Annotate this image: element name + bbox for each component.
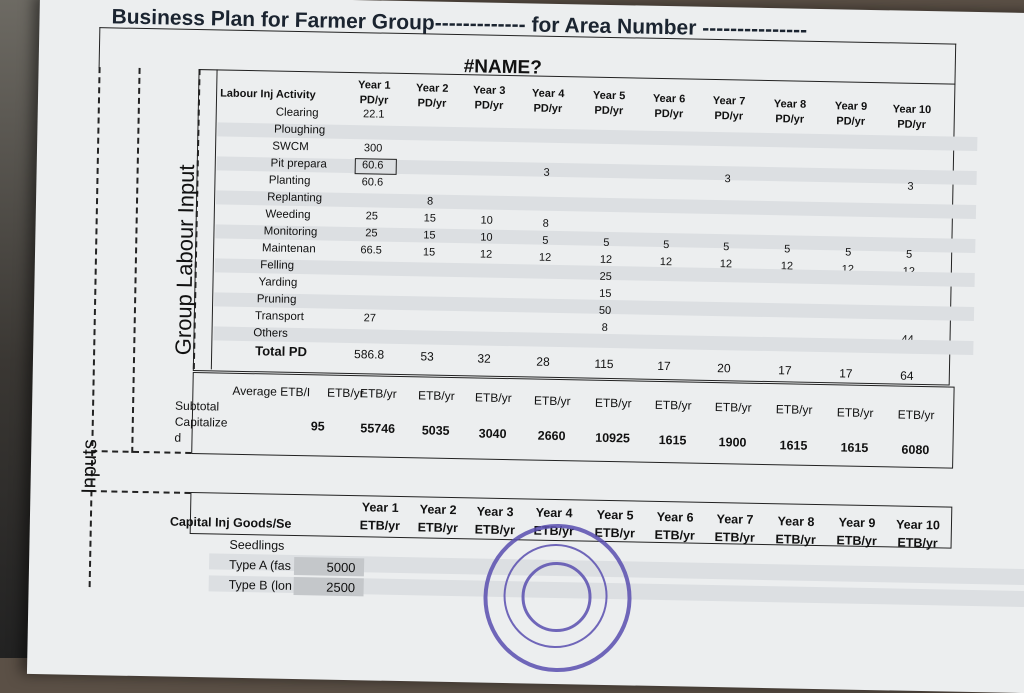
capital-top-dash: [90, 490, 190, 494]
document-title: Business Plan for Farmer Group------------- for Area Number ---------------: [111, 5, 808, 42]
subtotal-label-line-1: Subtotal: [174, 398, 220, 414]
labour-row-label: SWCM: [272, 140, 309, 154]
labour-cell: 300: [363, 142, 383, 155]
labour-row-label: Clearing: [275, 106, 319, 120]
subtotal-value: 10925: [595, 430, 631, 446]
subtotal-value: 5035: [421, 423, 450, 439]
labour-row-label: Maintenan: [261, 242, 316, 256]
labour-cell: 66.5: [360, 244, 382, 257]
labour-cell: 12: [780, 260, 794, 273]
labour-unit-header: PD/yr: [417, 96, 447, 110]
labour-total-cell: 17: [657, 358, 671, 374]
capital-row-type-a: Type A (fas: [228, 557, 292, 573]
labour-year-header: Year 7: [712, 94, 746, 108]
labour-unit-header: PD/yr: [897, 117, 927, 131]
labour-unit-header: PD/yr: [594, 104, 624, 118]
labour-unit-header: PD/yr: [836, 115, 866, 128]
subtotal-unit: ETB/yr: [714, 400, 752, 415]
subtotal-unit: ETB/yr: [474, 390, 512, 406]
capital-year-header: Year 9: [838, 515, 876, 531]
labour-unit-header: PD/yr: [359, 94, 389, 107]
labour-cell: 8: [426, 195, 434, 208]
labour-cell: 15: [422, 246, 436, 259]
subtotal-unit: ETB/yr: [836, 404, 874, 420]
labour-cell: 3: [543, 166, 550, 179]
labour-total-cell: 28: [536, 354, 550, 369]
capital-unit-header: ETB/yr: [654, 527, 695, 543]
labour-cell: 12: [479, 248, 493, 262]
capital-year-header: Year 7: [716, 511, 754, 527]
subtotal-value: 1615: [840, 440, 869, 455]
labour-unit-header: PD/yr: [775, 112, 805, 126]
labour-total-cell: 115: [594, 356, 614, 371]
subtotal-value: 55746: [360, 421, 396, 437]
labour-total-cell: 32: [477, 351, 491, 367]
capital-year-header: Year 3: [476, 504, 514, 519]
capital-year-header: Year 6: [656, 509, 694, 525]
pit-prep-cell-box: [355, 158, 397, 175]
capital-unit-header: ETB/yr: [775, 531, 816, 547]
labour-row-label: Weeding: [265, 208, 311, 222]
subtotal-value: 1615: [658, 433, 687, 448]
subtotal-value: 95: [310, 419, 325, 434]
average-etb-label: Average ETB/I: [232, 383, 311, 400]
subtotal-unit: ETB/yr: [533, 393, 571, 408]
capital-row-seedlings: Seedlings: [229, 537, 285, 553]
capital-year-header: Year 2: [419, 502, 457, 517]
labour-year-header: Year 2: [415, 81, 449, 95]
subtotal-unit: ETB/yr: [359, 386, 397, 401]
subtotal-unit: ETB/yr: [897, 407, 935, 423]
labour-cell: 12: [538, 251, 552, 264]
labour-cell: 12: [659, 255, 673, 269]
capital-year-header: Year 10: [895, 517, 940, 533]
labour-year-header: Year 3: [472, 84, 506, 97]
labour-year-header: Year 9: [834, 100, 868, 113]
labour-cell: 3: [907, 180, 914, 193]
inputs-side-label: Inputs: [78, 439, 102, 494]
labour-cell: 12: [719, 258, 733, 271]
labour-total-cell: 53: [420, 349, 434, 364]
type-a-value: 5000: [326, 559, 356, 576]
subtotal-value: 1615: [779, 437, 808, 453]
group-labour-side-label: Group Labour Input: [170, 164, 200, 356]
labour-cell: 8: [542, 217, 549, 230]
capital-header-label: Capital Inj Goods/Se: [169, 514, 292, 531]
labour-cell: 22.1: [362, 108, 385, 121]
labour-unit-header: PD/yr: [474, 99, 504, 112]
labour-cell: 15: [599, 287, 612, 300]
labour-cell: 5: [663, 239, 670, 252]
labour-year-header: Year 10: [892, 102, 932, 116]
labour-cell: 25: [365, 210, 379, 223]
capital-row-type-b: Type B (lon: [228, 577, 293, 593]
capital-unit-header: ETB/yr: [714, 529, 755, 545]
capital-year-header: Year 1: [361, 500, 399, 515]
labour-total-cell: 20: [717, 361, 731, 376]
subtotal-unit: ETB/yr: [775, 402, 813, 418]
inputs-bottom-dash: [91, 450, 191, 454]
labour-cell: 60.6: [361, 159, 384, 172]
labour-year-header: Year 5: [592, 89, 626, 103]
labour-row-label: Replanting: [267, 191, 323, 205]
subtotal-value: 2660: [537, 428, 566, 443]
subtotal-label-line-2: Capitalize: [174, 414, 228, 430]
labour-cell: 5: [603, 236, 610, 249]
labour-cell: 5: [723, 241, 730, 254]
labour-cell: 60.6: [361, 176, 384, 189]
official-stamp: [482, 523, 633, 674]
labour-cell: 15: [423, 212, 436, 225]
capital-unit-header: ETB/yr: [474, 522, 516, 537]
name-error-cell: #NAME?: [463, 56, 542, 79]
labour-year-header: Year 6: [652, 92, 686, 105]
labour-cell: 12: [599, 253, 613, 266]
labour-unit-header: PD/yr: [533, 101, 563, 115]
average-etb-value: ETB/yr: [326, 385, 364, 401]
subtotal-label-line-3: d: [174, 430, 182, 445]
labour-row-label: Ploughing: [273, 123, 326, 137]
subtotal-unit: ETB/yr: [417, 388, 455, 404]
labour-total-cell: 64: [900, 368, 914, 383]
labour-row-label: Felling: [260, 259, 295, 272]
labour-cell: 5: [784, 243, 791, 256]
labour-row-label: Transport: [254, 310, 304, 324]
subtotal-unit: ETB/yr: [654, 397, 692, 413]
capital-unit-header: ETB/yr: [417, 520, 459, 535]
capital-unit-header: ETB/yr: [897, 535, 938, 551]
labour-unit-header: PD/yr: [654, 107, 684, 120]
labour-total-cell: 586.8: [353, 347, 385, 362]
subtotal-value: 6080: [901, 442, 930, 458]
capital-unit-header: ETB/yr: [359, 518, 401, 534]
labour-cell: 12: [841, 263, 855, 276]
type-b-value: 2500: [326, 579, 356, 596]
labour-cell: 10: [480, 214, 493, 228]
labour-divider-outer: [131, 68, 140, 453]
labour-year-header: Year 1: [357, 79, 391, 92]
labour-total-cell: 17: [778, 363, 792, 378]
labour-year-header: Year 8: [773, 97, 807, 111]
capital-unit-header: ETB/yr: [533, 523, 575, 539]
capital-year-header: Year 4: [535, 506, 573, 521]
capital-unit-header: ETB/yr: [594, 525, 636, 541]
labour-cell: 50: [598, 304, 612, 317]
labour-cell: 8: [601, 321, 608, 334]
labour-cell: 5: [845, 246, 852, 259]
labour-row-label: Planting: [268, 174, 311, 188]
labour-row-label: Monitoring: [263, 225, 318, 239]
labour-cell: 10: [480, 231, 493, 245]
labour-cell: 27: [363, 312, 377, 325]
capital-year-header: Year 5: [596, 507, 634, 523]
labour-cell: 25: [365, 227, 378, 240]
labour-unit-header: PD/yr: [714, 109, 744, 123]
labour-row-label: Others: [253, 327, 288, 340]
labour-cell: 3: [724, 173, 731, 186]
labour-row-label: Yarding: [258, 276, 298, 289]
labour-total-cell: 17: [839, 366, 853, 381]
labour-year-header: Year 4: [531, 86, 565, 100]
labour-cell: 25: [599, 270, 612, 283]
subtotal-unit: ETB/yr: [594, 395, 632, 411]
document-page: [27, 0, 1024, 693]
total-pd-label: Total PD: [255, 343, 308, 360]
labour-row-label: Pit prepara: [270, 157, 327, 171]
subtotal-value: 1900: [718, 435, 747, 451]
capital-unit-header: ETB/yr: [836, 533, 877, 549]
inputs-divider: [89, 67, 101, 587]
capital-year-header: Year 8: [777, 513, 815, 529]
labour-row-label: Pruning: [256, 293, 297, 306]
labour-cell: 5: [905, 248, 913, 261]
labour-activity-header: Labour Inj Activity: [220, 87, 316, 102]
subtotal-value: 3040: [478, 426, 507, 441]
labour-cell: 5: [542, 234, 549, 247]
labour-cell: 15: [423, 229, 436, 242]
